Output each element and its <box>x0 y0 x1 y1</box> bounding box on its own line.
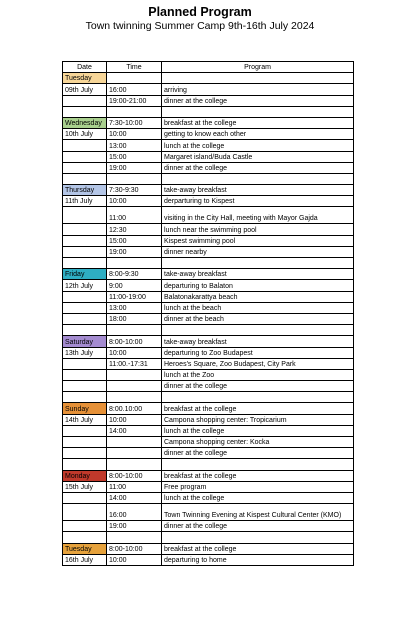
date-cell <box>63 140 107 151</box>
header-time: Time <box>107 62 162 73</box>
time-cell <box>107 448 162 459</box>
table-row <box>63 84 354 95</box>
date-cell <box>63 95 107 106</box>
time-cell: 19:00 <box>107 162 162 173</box>
program-cell: Campona shopping center: Tropicarium <box>162 414 354 425</box>
program-cell: Kispest swimming pool <box>162 235 354 246</box>
time-cell: 13:00 <box>107 140 162 151</box>
date-cell <box>63 151 107 162</box>
table-row <box>63 269 354 280</box>
time-cell: 7:30-9:30 <box>107 185 162 196</box>
time-cell: 7:30-10:00 <box>107 117 162 128</box>
empty-cell <box>162 173 354 184</box>
program-cell: lunch at the college <box>162 425 354 436</box>
program-cell: departuring to home <box>162 554 354 565</box>
table-row <box>63 425 354 436</box>
table-row <box>63 403 354 414</box>
table-row <box>63 291 354 302</box>
program-cell: Margaret island/Buda Castle <box>162 151 354 162</box>
program-cell: breakfast at the college <box>162 117 354 128</box>
program-cell: Free program <box>162 481 354 492</box>
time-cell: 11:00 <box>107 207 162 224</box>
date-cell <box>63 369 107 380</box>
time-cell <box>107 437 162 448</box>
program-cell: visiting in the City Hall, meeting with Mayor Gajda <box>162 207 354 224</box>
empty-cell <box>63 392 107 403</box>
program-cell: dinner at the college <box>162 162 354 173</box>
date-cell <box>63 313 107 324</box>
time-cell: 10:00 <box>107 129 162 140</box>
program-cell: breakfast at the college <box>162 403 354 414</box>
day-label: Saturday <box>63 336 107 347</box>
time-cell: 16:00 <box>107 84 162 95</box>
table-row <box>63 151 354 162</box>
time-cell: 19:00 <box>107 521 162 532</box>
time-cell: 10:00 <box>107 347 162 358</box>
table-row <box>63 185 354 196</box>
time-cell: 15:00 <box>107 235 162 246</box>
date-cell <box>63 521 107 532</box>
date-cell <box>63 162 107 173</box>
time-cell: 9:00 <box>107 280 162 291</box>
spacer-row <box>63 532 354 543</box>
date-cell: 09th July <box>63 84 107 95</box>
table-row <box>63 470 354 481</box>
table-row <box>63 554 354 565</box>
day-label: Monday <box>63 470 107 481</box>
empty-cell <box>107 173 162 184</box>
empty-cell <box>162 532 354 543</box>
program-cell: lunch at the Zoo <box>162 369 354 380</box>
date-cell: 13th July <box>63 347 107 358</box>
empty-cell <box>63 459 107 470</box>
empty-cell <box>162 325 354 336</box>
time-cell: 10:00 <box>107 554 162 565</box>
program-cell: dinner at the college <box>162 381 354 392</box>
date-cell <box>63 358 107 369</box>
document-title: Planned Program <box>148 5 252 19</box>
table-row <box>63 347 354 358</box>
date-cell <box>63 207 107 224</box>
time-cell: 10:00 <box>107 414 162 425</box>
program-cell: breakfast at the college <box>162 543 354 554</box>
program-table <box>62 61 354 566</box>
time-cell: 8:00-9:30 <box>107 269 162 280</box>
time-cell: 11:00.-17:31 <box>107 358 162 369</box>
table-row <box>63 280 354 291</box>
program-cell: getting to know each other <box>162 129 354 140</box>
day-label: Friday <box>63 269 107 280</box>
spacer-row <box>63 173 354 184</box>
table-row <box>63 302 354 313</box>
time-cell: 11:00 <box>107 481 162 492</box>
time-cell: 10:00 <box>107 196 162 207</box>
date-cell <box>63 381 107 392</box>
empty-cell <box>162 392 354 403</box>
empty-cell <box>107 392 162 403</box>
table-row <box>63 196 354 207</box>
table-row <box>63 336 354 347</box>
day-label: Sunday <box>63 403 107 414</box>
empty-cell <box>63 258 107 269</box>
table-row <box>63 521 354 532</box>
table-row <box>63 414 354 425</box>
time-cell: 19:00 <box>107 246 162 257</box>
date-cell <box>63 492 107 503</box>
program-cell: Heroes's Square, Zoo Budapest, City Park <box>162 358 354 369</box>
day-label: Wednesday <box>63 117 107 128</box>
table-row <box>63 381 354 392</box>
empty-cell <box>107 459 162 470</box>
program-cell: lunch at the college <box>162 140 354 151</box>
spacer-row <box>63 392 354 403</box>
program-cell: departuring to Balaton <box>162 280 354 291</box>
header-program: Program <box>162 62 354 73</box>
time-cell <box>107 369 162 380</box>
time-cell: 13:00 <box>107 302 162 313</box>
date-cell: 12th July <box>63 280 107 291</box>
table-row <box>63 492 354 503</box>
spacer-row <box>63 106 354 117</box>
date-cell <box>63 235 107 246</box>
program-cell: take-away breakfast <box>162 185 354 196</box>
time-cell: 14:00 <box>107 425 162 436</box>
table-row <box>63 140 354 151</box>
program-cell: lunch at the college <box>162 492 354 503</box>
empty-cell <box>107 258 162 269</box>
date-cell: 14th July <box>63 414 107 425</box>
time-cell: 12:30 <box>107 224 162 235</box>
program-cell: lunch near the swimming pool <box>162 224 354 235</box>
empty-cell <box>107 325 162 336</box>
table-row <box>63 224 354 235</box>
date-cell: 10th July <box>63 129 107 140</box>
date-cell <box>63 224 107 235</box>
time-cell: 19:00-21:00 <box>107 95 162 106</box>
header-date: Date <box>63 62 107 73</box>
spacer-row <box>63 459 354 470</box>
spacer-row <box>63 325 354 336</box>
program-cell: dinner nearby <box>162 246 354 257</box>
table-row <box>63 448 354 459</box>
table-row <box>63 313 354 324</box>
table-row <box>63 543 354 554</box>
table-row <box>63 235 354 246</box>
empty-cell <box>162 258 354 269</box>
table-row <box>63 95 354 106</box>
table-header-row <box>63 62 354 73</box>
table-row <box>63 369 354 380</box>
date-cell <box>63 246 107 257</box>
table-row <box>63 207 354 224</box>
table-row <box>63 246 354 257</box>
program-cell: dinner at the college <box>162 448 354 459</box>
time-cell: 8:00-10:00 <box>107 543 162 554</box>
empty-cell <box>162 106 354 117</box>
program-cell: lunch at the beach <box>162 302 354 313</box>
time-cell: 18:00 <box>107 313 162 324</box>
program-cell: dinner at the college <box>162 95 354 106</box>
date-cell: 16th July <box>63 554 107 565</box>
empty-cell <box>63 106 107 117</box>
program-cell: take-away breakfast <box>162 336 354 347</box>
program-cell: dinner at the beach <box>162 313 354 324</box>
date-cell <box>63 425 107 436</box>
spacer-row <box>63 258 354 269</box>
day-label: Tuesday <box>63 543 107 554</box>
program-cell: derparturing to Kispest <box>162 196 354 207</box>
date-cell: 11th July <box>63 196 107 207</box>
table-row <box>63 358 354 369</box>
time-cell: 16:00 <box>107 504 162 521</box>
program-cell: Campona shopping center: Kocka <box>162 437 354 448</box>
time-cell: 14:00 <box>107 492 162 503</box>
table-row <box>63 117 354 128</box>
time-cell: 8:00-10:00 <box>107 336 162 347</box>
empty-cell <box>107 532 162 543</box>
time-cell: 8:00.10:00 <box>107 403 162 414</box>
table-row <box>63 129 354 140</box>
empty-cell <box>63 173 107 184</box>
program-table-body <box>63 73 354 566</box>
empty-cell <box>162 73 354 84</box>
program-cell: dinner at the college <box>162 521 354 532</box>
table-row <box>63 162 354 173</box>
time-cell: 11:00-19:00 <box>107 291 162 302</box>
date-cell <box>63 437 107 448</box>
date-cell <box>63 302 107 313</box>
date-cell: 15th July <box>63 481 107 492</box>
program-cell: arriving <box>162 84 354 95</box>
day-label: Tuesday <box>63 73 107 84</box>
table-row <box>63 504 354 521</box>
time-cell: 8:00-10:00 <box>107 470 162 481</box>
empty-cell <box>107 73 162 84</box>
empty-cell <box>162 459 354 470</box>
program-cell: departuring to Zoo Budapest <box>162 347 354 358</box>
day-label: Thursday <box>63 185 107 196</box>
empty-cell <box>107 106 162 117</box>
program-cell: take-away breakfast <box>162 269 354 280</box>
program-cell: breakfast at the college <box>162 470 354 481</box>
table-row <box>63 481 354 492</box>
document-subtitle: Town twinning Summer Camp 9th-16th July 2024 <box>85 20 315 32</box>
empty-cell <box>63 325 107 336</box>
day-row <box>63 73 354 84</box>
date-cell <box>63 504 107 521</box>
time-cell <box>107 381 162 392</box>
empty-cell <box>63 532 107 543</box>
date-cell <box>63 291 107 302</box>
table-row <box>63 437 354 448</box>
time-cell: 15:00 <box>107 151 162 162</box>
date-cell <box>63 448 107 459</box>
program-cell: Town Twinning Evening at Kispest Cultural Center (KMO) <box>162 504 354 521</box>
program-cell: Balatonakarattya beach <box>162 291 354 302</box>
